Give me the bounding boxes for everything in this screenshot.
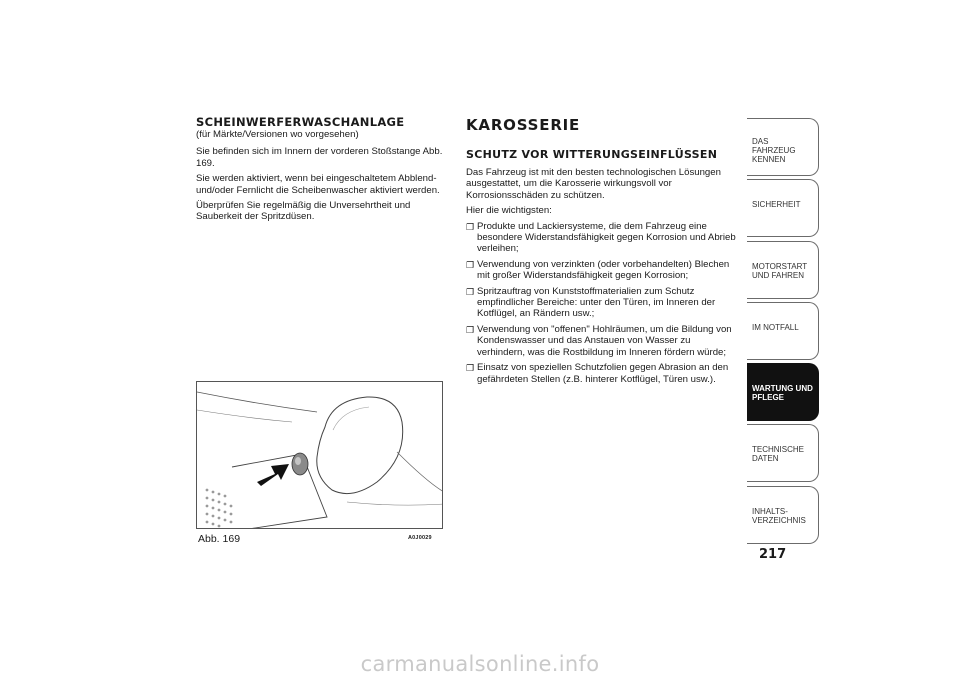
headlamp-washer-illustration bbox=[197, 382, 443, 529]
paragraph-check: Überprüfen Sie regelmäßig die Unversehrtheit und Sauberkeit der Spritzdüsen. bbox=[196, 200, 411, 223]
section-note: (für Märkte/Versionen wo vorgesehen) bbox=[196, 129, 359, 140]
chapter-heading: KAROSSERIE bbox=[466, 116, 581, 134]
paragraph-location: Sie befinden sich im Innern der vorderen Stoßstange Abb. 169. bbox=[196, 146, 443, 169]
list-item: ❐ Spritzauftrag von Kunststoffmaterialien zum Schutz empfindlicher Bereiche: unter den Türen, im Inneren der Kotflügel, an Rändern usw.; bbox=[466, 285, 716, 320]
tab-motorstart-und-fahren[interactable]: MOTORSTART UND FAHREN bbox=[747, 241, 819, 299]
intro-paragraph: Das Fahrzeug ist mit den besten technologischen Lösungen ausgestattet, um die Karosserie wirkungsvoll vor Korrosionsschäden zu schützen. bbox=[466, 167, 721, 201]
pointer-arrow-icon bbox=[257, 464, 289, 486]
checkbox-bullet-icon: ❐ bbox=[466, 221, 475, 232]
list-item: ❐ Verwendung von verzinkten (oder vorbehandelten) Blechen mit großer Widerstandsfähigkeit gegen Korrosion; bbox=[466, 258, 730, 282]
page-number: 217 bbox=[759, 547, 787, 562]
tab-wartung-und-pflege[interactable]: WARTUNG UND PFLEGE bbox=[747, 363, 819, 421]
figure-caption: Abb. 169 bbox=[198, 533, 241, 545]
checkbox-bullet-icon: ❐ bbox=[466, 324, 475, 335]
checkbox-bullet-icon: ❐ bbox=[466, 286, 475, 297]
watermark: carmanualsonline.info bbox=[360, 652, 600, 676]
section-heading-headlamp-washers: SCHEINWERFERWASCHANLAGE bbox=[196, 115, 405, 129]
right-column bbox=[466, 116, 741, 389]
list-item: ❐ Verwendung von "offenen" Hohlräumen, um die Bildung von Kondenswasser und das Anstauen von Wasser zu verhindern, was die Rostbildung im Inneren fördern würde; bbox=[466, 323, 732, 358]
section-heading-weather-protection: SCHUTZ VOR WITTERUNGSEINFLÜSSEN bbox=[466, 148, 718, 161]
checkbox-bullet-icon: ❐ bbox=[466, 259, 475, 270]
paragraph-activation: Sie werden aktiviert, wenn bei eingeschaltetem Abblend- und/oder Fernlicht die Scheibenwascher aktiviert werden. bbox=[196, 173, 440, 196]
tab-im-notfall[interactable]: IM NOTFALL bbox=[747, 302, 819, 360]
washer-nozzle-icon bbox=[292, 453, 308, 475]
chapter-tabs bbox=[747, 118, 819, 547]
tab-technische-daten[interactable]: TECHNISCHE DATEN bbox=[747, 424, 819, 482]
left-column bbox=[196, 116, 446, 227]
protection-list bbox=[466, 221, 741, 385]
figure-headlamp-washer bbox=[196, 381, 443, 529]
checkbox-bullet-icon: ❐ bbox=[466, 363, 475, 374]
figure-code: A0J0029 bbox=[408, 535, 432, 541]
tab-inhaltsverzeichnis[interactable]: INHALTS-VERZEICHNIS bbox=[747, 486, 819, 544]
list-item: ❐ Produkte und Lackiersysteme, die dem Fahrzeug eine besondere Widerstandsfähigkeit gegen Korrosion und Abrieb verleihen; bbox=[466, 220, 736, 255]
list-item: ❐ Einsatz von speziellen Schutzfolien gegen Abrasion an den gefährdeten Stellen (z.B. hinterer Kotflügel, Türen usw.). bbox=[466, 362, 729, 385]
tab-sicherheit[interactable]: SICHERHEIT bbox=[747, 179, 819, 237]
list-intro: Hier die wichtigsten: bbox=[466, 205, 552, 217]
tab-das-fahrzeug-kennen[interactable]: DAS FAHRZEUG KENNEN bbox=[747, 118, 819, 176]
